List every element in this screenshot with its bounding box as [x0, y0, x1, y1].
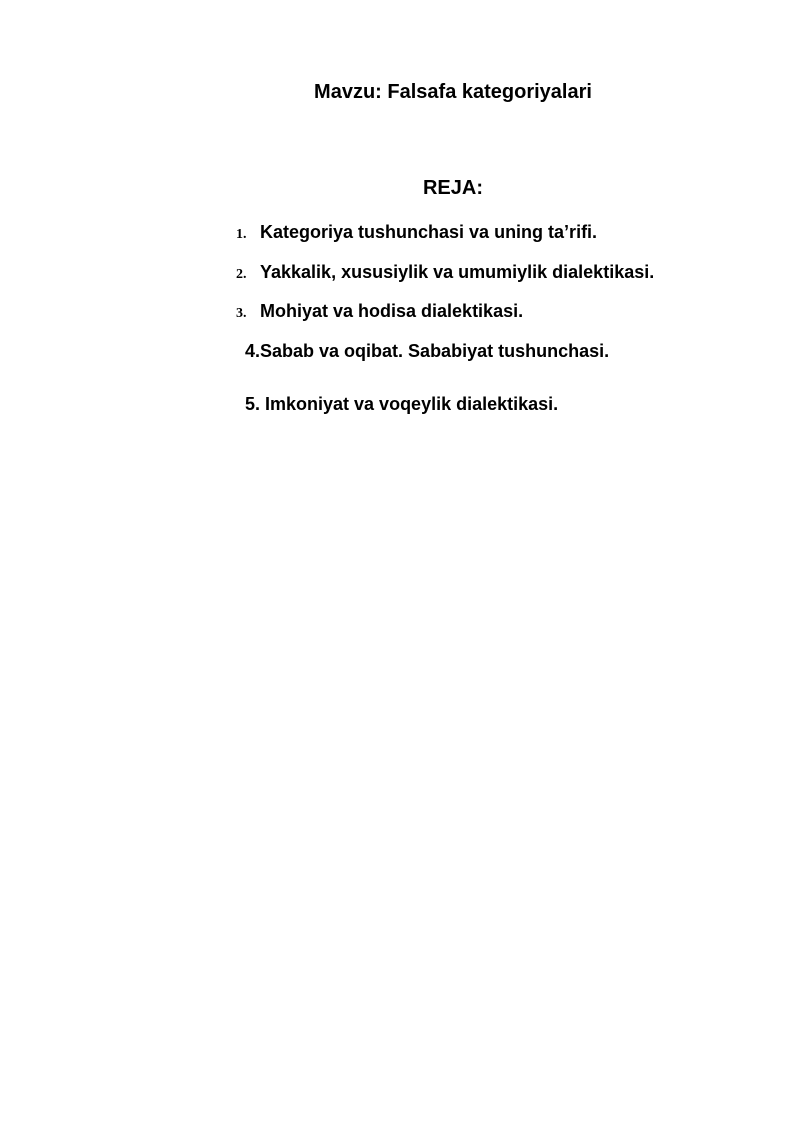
plan-item-5 — [245, 392, 558, 416]
plan-heading: REJA: — [422, 177, 483, 199]
plan-item-1 — [236, 220, 597, 247]
plan-item-number: 2. — [236, 267, 247, 282]
plan-item-number: 1. — [236, 227, 247, 242]
plan-item-text: Kategoriya tushunchasi va uning ta’rifi. — [260, 222, 598, 242]
plan-item-text: Mohiyat va hodisa dialektikasi. — [260, 301, 524, 321]
plan-item-text: 5. Imkoniyat va voqeylik dialektikasi. — [245, 394, 559, 414]
document-title: Mavzu: Falsafa kategoriyalari — [314, 81, 592, 103]
plan-item-3 — [236, 299, 523, 326]
plan-item-text: 4.Sabab va oqibat. Sababiyat tushunchasi. — [245, 341, 610, 361]
plan-item-2 — [236, 260, 654, 287]
plan-item-number: 3. — [236, 306, 247, 321]
plan-item-4 — [245, 339, 609, 363]
plan-item-text: Yakkalik, xususiylik va umumiylik dialektikasi. — [260, 262, 655, 282]
